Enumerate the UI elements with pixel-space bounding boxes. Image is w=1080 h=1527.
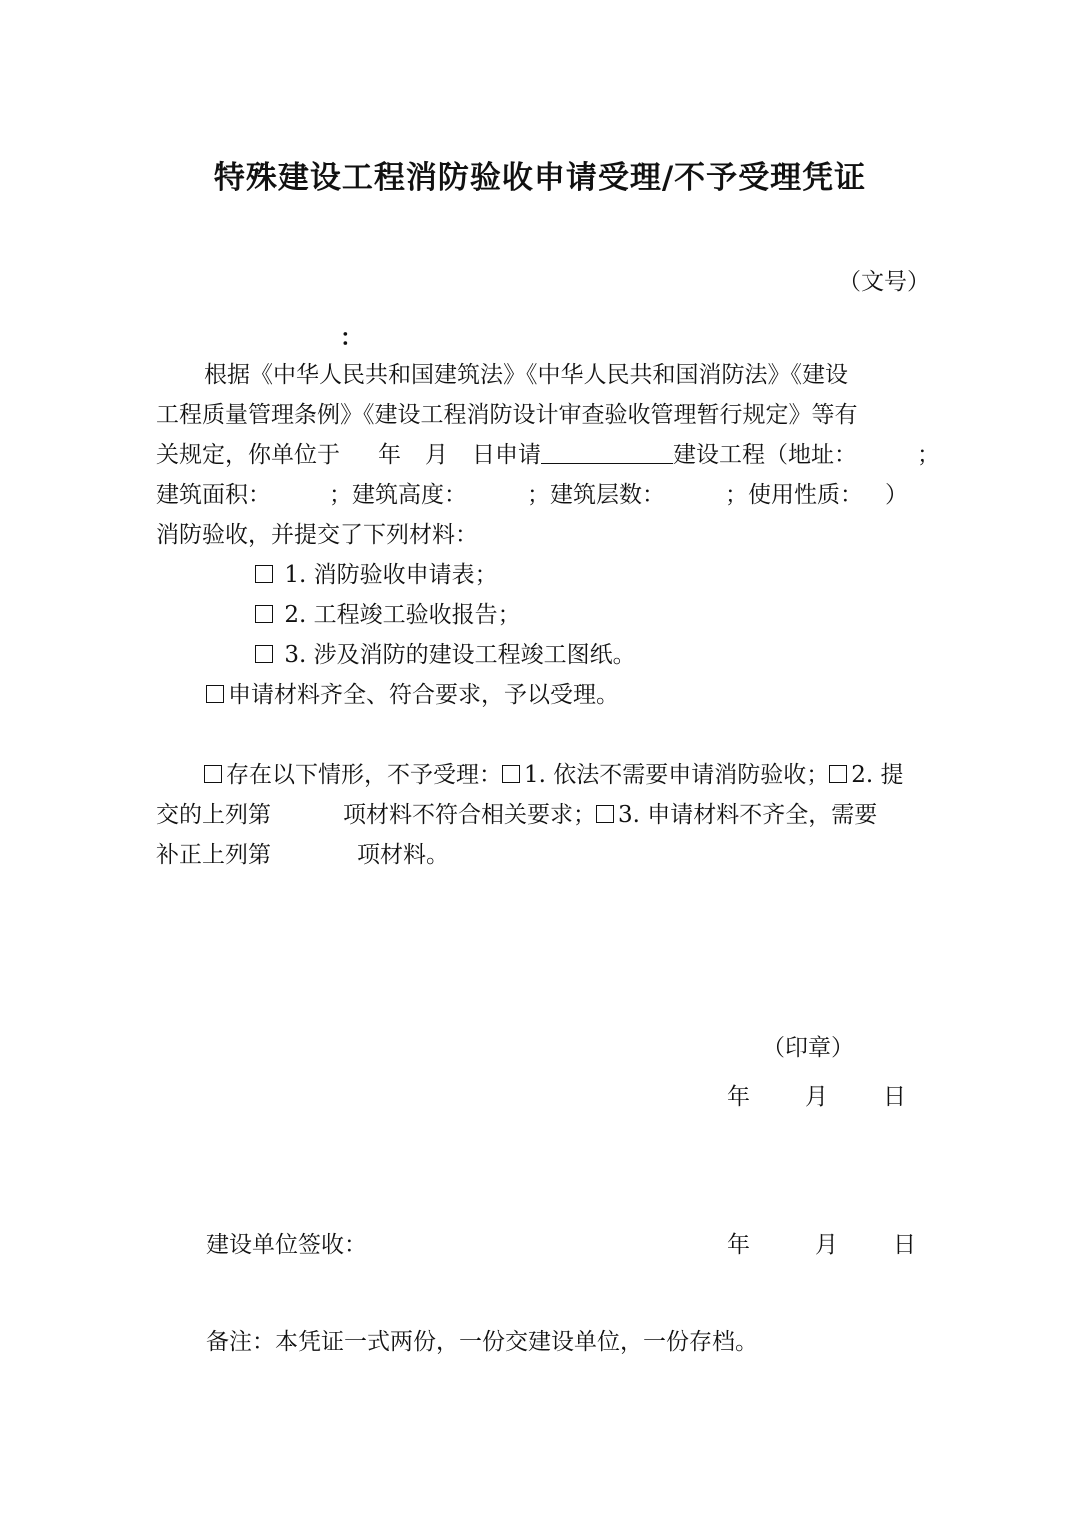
day-label: 日申请 xyxy=(472,442,541,468)
reject-reason-3: 3. 申请材料不齐全，需要 xyxy=(618,802,878,828)
month-label: 月 xyxy=(815,1232,838,1258)
list-item xyxy=(255,635,636,675)
sign-date xyxy=(727,1225,916,1265)
paragraph-text: 补正上列第 xyxy=(156,842,271,868)
reject-checkbox[interactable] xyxy=(204,765,222,783)
list-item xyxy=(255,595,636,635)
seal-label: （印章） xyxy=(762,1035,854,1061)
list-item xyxy=(255,555,636,595)
accept-option xyxy=(206,675,619,715)
height-label: ；建筑高度： xyxy=(329,482,467,508)
project-name-blank[interactable] xyxy=(541,441,673,464)
reject-paragraph xyxy=(156,755,936,875)
paragraph-text: 项材料。 xyxy=(357,842,449,868)
footnote: 备注：本凭证一式两份，一份交建设单位，一份存档。 xyxy=(206,1329,758,1355)
paragraph-line xyxy=(156,795,936,835)
paragraph-text: 建设工程（地址： xyxy=(673,442,857,468)
month-label: 月 xyxy=(425,442,448,468)
reject-reason-3-checkbox[interactable] xyxy=(596,805,614,823)
reject-reason-1-checkbox[interactable] xyxy=(502,765,520,783)
paragraph-line: 工程质量管理条例》《建设工程消防设计审查验收管理暂行规定》等有 xyxy=(156,402,858,428)
paragraph-line xyxy=(156,475,936,515)
materials-list xyxy=(255,555,636,675)
accept-label: 申请材料齐全、符合要求，予以受理。 xyxy=(228,682,619,708)
area-label: 建筑面积： xyxy=(156,482,271,508)
checkbox[interactable] xyxy=(255,605,273,623)
paragraph-line xyxy=(156,835,936,875)
reject-label: 存在以下情形，不予受理： xyxy=(226,762,502,788)
sign-label: 建设单位签收： xyxy=(206,1232,367,1258)
addressee-colon: ： xyxy=(340,324,363,351)
paragraph-line xyxy=(156,755,936,795)
year-label: 年 xyxy=(727,1084,750,1110)
paragraph-text: 关规定，你单位于 xyxy=(156,442,340,468)
accept-checkbox[interactable] xyxy=(206,685,224,703)
use-label: ；使用性质： xyxy=(725,482,863,508)
paragraph-text: 交的上列第 xyxy=(156,802,271,828)
document-title: 特殊建设工程消防验收申请受理/不予受理凭证 xyxy=(213,160,867,196)
reject-reason-2-checkbox[interactable] xyxy=(829,765,847,783)
reject-reason-1: 1. 依法不需要申请消防验收； xyxy=(524,762,830,788)
application-paragraph xyxy=(156,355,940,555)
reject-reason-2: 2. 提 xyxy=(851,762,904,788)
checkbox[interactable] xyxy=(255,565,273,583)
paragraph-text: 项材料不符合相关要求； xyxy=(343,802,596,828)
year-label: 年 xyxy=(727,1232,750,1258)
doc-number-label: （文号） xyxy=(838,269,930,295)
day-label: 日 xyxy=(883,1084,906,1110)
paragraph-line: 根据《中华人民共和国建筑法》《中华人民共和国消防法》《建设 xyxy=(204,362,848,388)
paragraph-line: 消防验收，并提交了下列材料： xyxy=(156,522,478,548)
year-label: 年 xyxy=(378,442,401,468)
material-label: 1. 消防验收申请表； xyxy=(284,562,498,588)
paragraph-line xyxy=(156,435,940,475)
floors-label: ；建筑层数： xyxy=(527,482,665,508)
seal-date xyxy=(727,1077,906,1117)
month-label: 月 xyxy=(805,1084,828,1110)
material-label: 3. 涉及消防的建设工程竣工图纸。 xyxy=(284,642,636,668)
paragraph-text: ） xyxy=(885,482,908,508)
material-label: 2. 工程竣工验收报告； xyxy=(284,602,521,628)
paragraph-text: ； xyxy=(917,442,940,468)
checkbox[interactable] xyxy=(255,645,273,663)
day-label: 日 xyxy=(893,1232,916,1258)
